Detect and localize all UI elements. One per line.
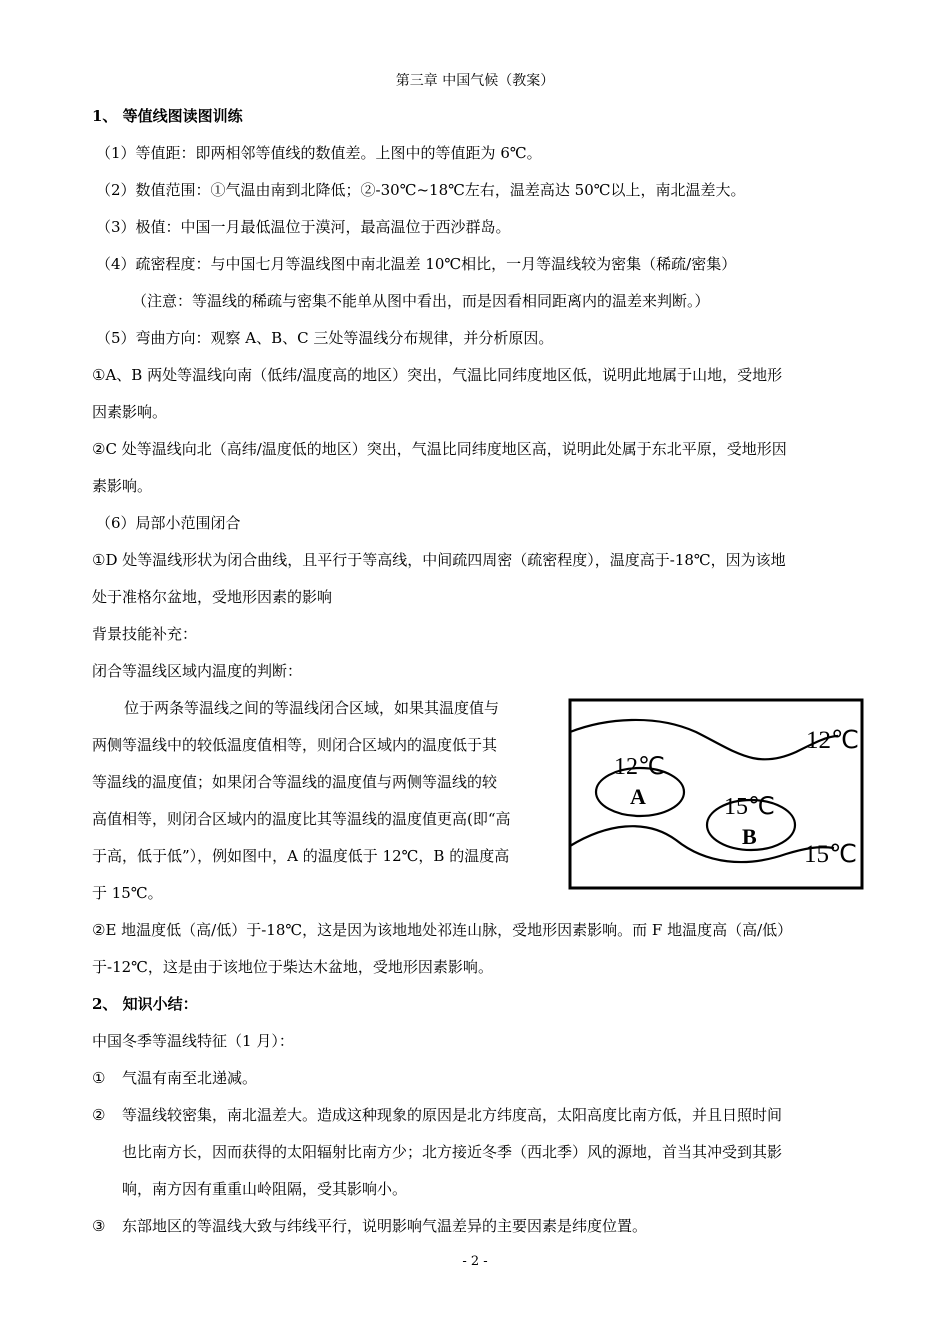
explanation-line-3: 等温线的温度值；如果闭合等温线的温度值与两侧等温线的较	[92, 773, 498, 791]
paragraph-12-line-2: 于-12℃，这是由于该地位于柴达木盆地，受地形因素影响。	[92, 958, 493, 976]
paragraph-6-line-2: 因素影响。	[92, 403, 168, 421]
explanation-text	[92, 690, 554, 912]
explanation-line-1: 位于两条等温线之间的等温线闭合区域，如果其温度值与	[124, 699, 500, 717]
paragraph-12-line-1: ②E 地温度低（高/低）于-18℃，这是因为该地地处祁连山脉，受地形因素影响。而 F 地温度高（高/低）	[92, 921, 793, 939]
summary-item-2-line-1	[92, 1097, 862, 1134]
summary-item-1	[92, 1060, 862, 1097]
explanation-line-4: 高值相等，则闭合区域内的温度比其等温线的温度值更高(即“高	[92, 810, 511, 828]
paragraph-4: （4）疏密程度：与中国七月等温线图中南北温差 10℃相比，一月等温线较为密集（稀疏/密集）	[96, 255, 737, 273]
label-15c-right: 15℃	[804, 841, 858, 868]
isotherm-diagram	[566, 696, 866, 892]
summary-item-3-text: 东部地区的等温线大致与纬线平行，说明影响气温差异的主要因素是纬度位置。	[122, 1217, 648, 1235]
paragraph-8: （6）局部小范围闭合	[96, 514, 241, 532]
note-paragraph: （注意：等温线的稀疏与密集不能单从图中看出，而是因看相同距离内的温差来判断。）	[132, 292, 710, 310]
paragraph-1: （1）等值距：即两相邻等值线的数值差。上图中的等值距为 6℃。	[96, 144, 542, 162]
explanation-line-2: 两侧等温线中的较低温度值相等，则闭合区域内的温度低于其	[92, 736, 498, 754]
summary-item-3	[92, 1208, 862, 1245]
label-a-temperature: 12℃	[614, 754, 665, 780]
section-heading-1: 1、 等值线图读图训练	[92, 107, 243, 125]
explanation-line-5: 于高，低于低”），例如图中，A 的温度低于 12℃，B 的温度高	[92, 847, 510, 865]
summary-title: 中国冬季等温线特征（1 月）：	[92, 1032, 294, 1050]
explanation-with-figure	[92, 690, 862, 912]
label-b: B	[742, 824, 757, 849]
paragraph-7-line-1: ②C 处等温线向北（高纬/温度低的地区）突出，气温比同纬度地区高，说明此处属于东北平原，受地形因	[92, 440, 787, 458]
paragraph-9-line-2: 处于准格尔盆地，受地形因素的影响	[92, 588, 333, 606]
summary-item-2-text-1: 等温线较密集，南北温差大。造成这种现象的原因是北方纬度高，太阳高度比南方低，并且日照时间	[122, 1106, 783, 1124]
page-header: 第三章 中国气候（教案）	[395, 73, 555, 89]
explanation-line-6: 于 15℃。	[92, 884, 163, 902]
paragraph-9-line-1: ①D 处等温线形状为闭合曲线，且平行于等高线，中间疏四周密（疏密程度），温度高于-18℃，因为该地	[92, 551, 786, 569]
page-number: - 2 -	[462, 1254, 488, 1269]
main-content	[92, 98, 862, 1245]
paragraph-7-line-2: 素影响。	[92, 477, 153, 495]
summary-item-3-marker: ③	[92, 1217, 106, 1235]
summary-item-2-line-2: 也比南方长，因而获得的太阳辐射比南方少；北方接近冬季（西北季）风的源地，首当其冲受到其影	[122, 1143, 783, 1161]
summary-item-1-text: 气温有南至北递减。	[122, 1069, 258, 1087]
paragraph-11: 闭合等温线区域内温度的判断：	[92, 662, 303, 680]
paragraph-5: （5）弯曲方向：观察 A、B、C 三处等温线分布规律，并分析原因。	[96, 329, 554, 347]
section-heading-2: 2、 知识小结：	[92, 995, 198, 1013]
label-12c-right: 12℃	[806, 727, 860, 754]
summary-item-1-marker: ①	[92, 1069, 106, 1087]
label-b-temperature: 15℃	[724, 794, 775, 820]
summary-item-2-line-3: 响，南方因有重重山岭阻隔，受其影响小。	[122, 1180, 408, 1198]
paragraph-6-line-1: ①A、B 两处等温线向南（低纬/温度高的地区）突出，气温比同纬度地区低，说明此地属于山地，受地形	[92, 366, 783, 384]
paragraph-3: （3）极值：中国一月最低温位于漠河，最高温位于西沙群岛。	[96, 218, 511, 236]
summary-item-2-marker: ②	[92, 1106, 106, 1124]
label-a: A	[630, 784, 646, 809]
paragraph-10: 背景技能补充：	[92, 625, 198, 643]
paragraph-2: （2）数值范围：①气温由南到北降低；②-30℃~18℃左右，温差高达 50℃以上，南北温差大。	[96, 181, 746, 199]
